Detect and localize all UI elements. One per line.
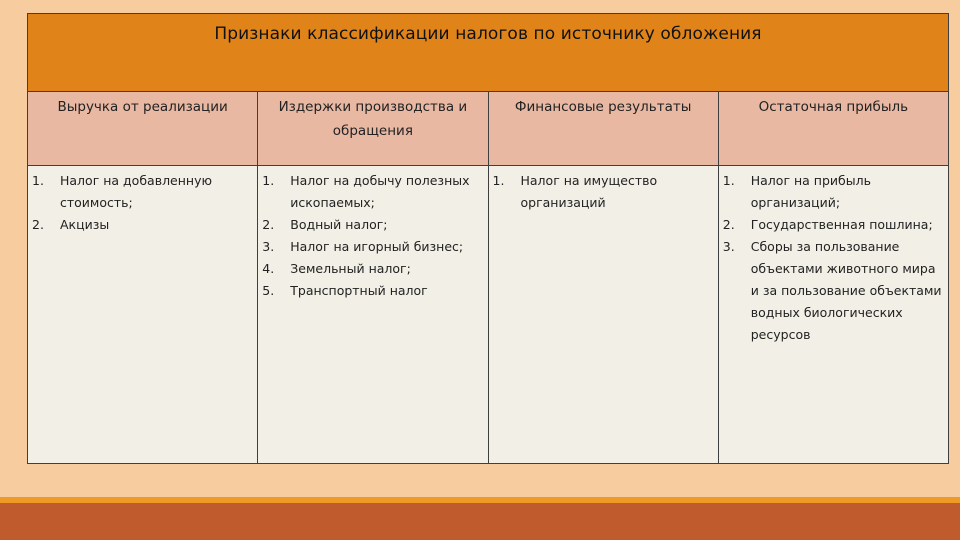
- tax-list-row: [28, 166, 949, 464]
- column-header: Издержки производства и обращения: [278, 99, 468, 139]
- list-item-number: 2.: [262, 217, 275, 232]
- tax-list-cell-costs: [258, 166, 488, 464]
- header-cell-financial-results: [488, 92, 718, 166]
- list-item-text: Акцизы: [60, 217, 110, 232]
- list-item-text: Сборы за пользование объектами животного мира и за пользование объектами водных биологических ресурсов: [750, 239, 942, 342]
- tax-list-cell-residual-profit: [718, 166, 948, 464]
- tax-classification-table: [27, 13, 949, 464]
- list-item: [262, 258, 481, 280]
- list-item-number: 4.: [262, 261, 275, 276]
- list-item: [723, 236, 942, 346]
- list-item-number: 2.: [722, 217, 735, 232]
- list-item-text: Земельный налог;: [290, 261, 411, 276]
- list-item-text: Налог на добавленную стоимость;: [60, 173, 213, 210]
- list-item: [723, 214, 942, 236]
- list-item-text: Государственная пошлина;: [750, 217, 933, 232]
- tax-list-cell-revenue: [28, 166, 258, 464]
- header-cell-costs: [258, 92, 488, 166]
- list-item-number: 5.: [262, 283, 275, 298]
- tax-list: [28, 166, 257, 236]
- list-item-text: Налог на добычу полезных ископаемых;: [290, 173, 470, 210]
- list-item-text: Водный налог;: [290, 217, 388, 232]
- list-item: [262, 236, 481, 258]
- tax-list-cell-financial-results: [488, 166, 718, 464]
- list-item: [32, 214, 251, 236]
- column-header: Остаточная прибыль: [758, 99, 909, 115]
- tax-list: [258, 166, 487, 302]
- list-item-text: Налог на игорный бизнес;: [290, 239, 464, 254]
- header-cell-revenue: [28, 92, 258, 166]
- list-item-number: 2.: [32, 217, 44, 232]
- column-header: Выручка от реализации: [57, 99, 228, 115]
- column-header: Финансовые результаты: [514, 99, 692, 115]
- tax-list: [719, 166, 948, 346]
- list-item-text: Транспортный налог: [290, 283, 428, 298]
- list-item: [723, 170, 942, 214]
- list-item-number: 3.: [722, 239, 735, 254]
- table-title-cell: [28, 14, 949, 92]
- list-item: [262, 214, 481, 236]
- list-item: [32, 170, 251, 214]
- list-item: [262, 280, 481, 302]
- header-cell-residual-profit: [718, 92, 948, 166]
- column-header-row: [28, 92, 949, 166]
- list-item: [493, 170, 712, 214]
- list-item-number: 1.: [722, 173, 735, 188]
- list-item-text: Налог на прибыль организаций;: [750, 173, 871, 210]
- list-item: [262, 170, 481, 214]
- list-item-text: Налог на имущество организаций: [520, 173, 658, 210]
- table-title: Признаки классификации налогов по источнику обложения: [214, 24, 762, 44]
- list-item-number: 1.: [492, 173, 505, 188]
- list-item-number: 3.: [262, 239, 275, 254]
- footer-bar: [0, 503, 960, 540]
- list-item-number: 1.: [32, 173, 44, 188]
- list-item-number: 1.: [262, 173, 275, 188]
- tax-list: [489, 166, 718, 214]
